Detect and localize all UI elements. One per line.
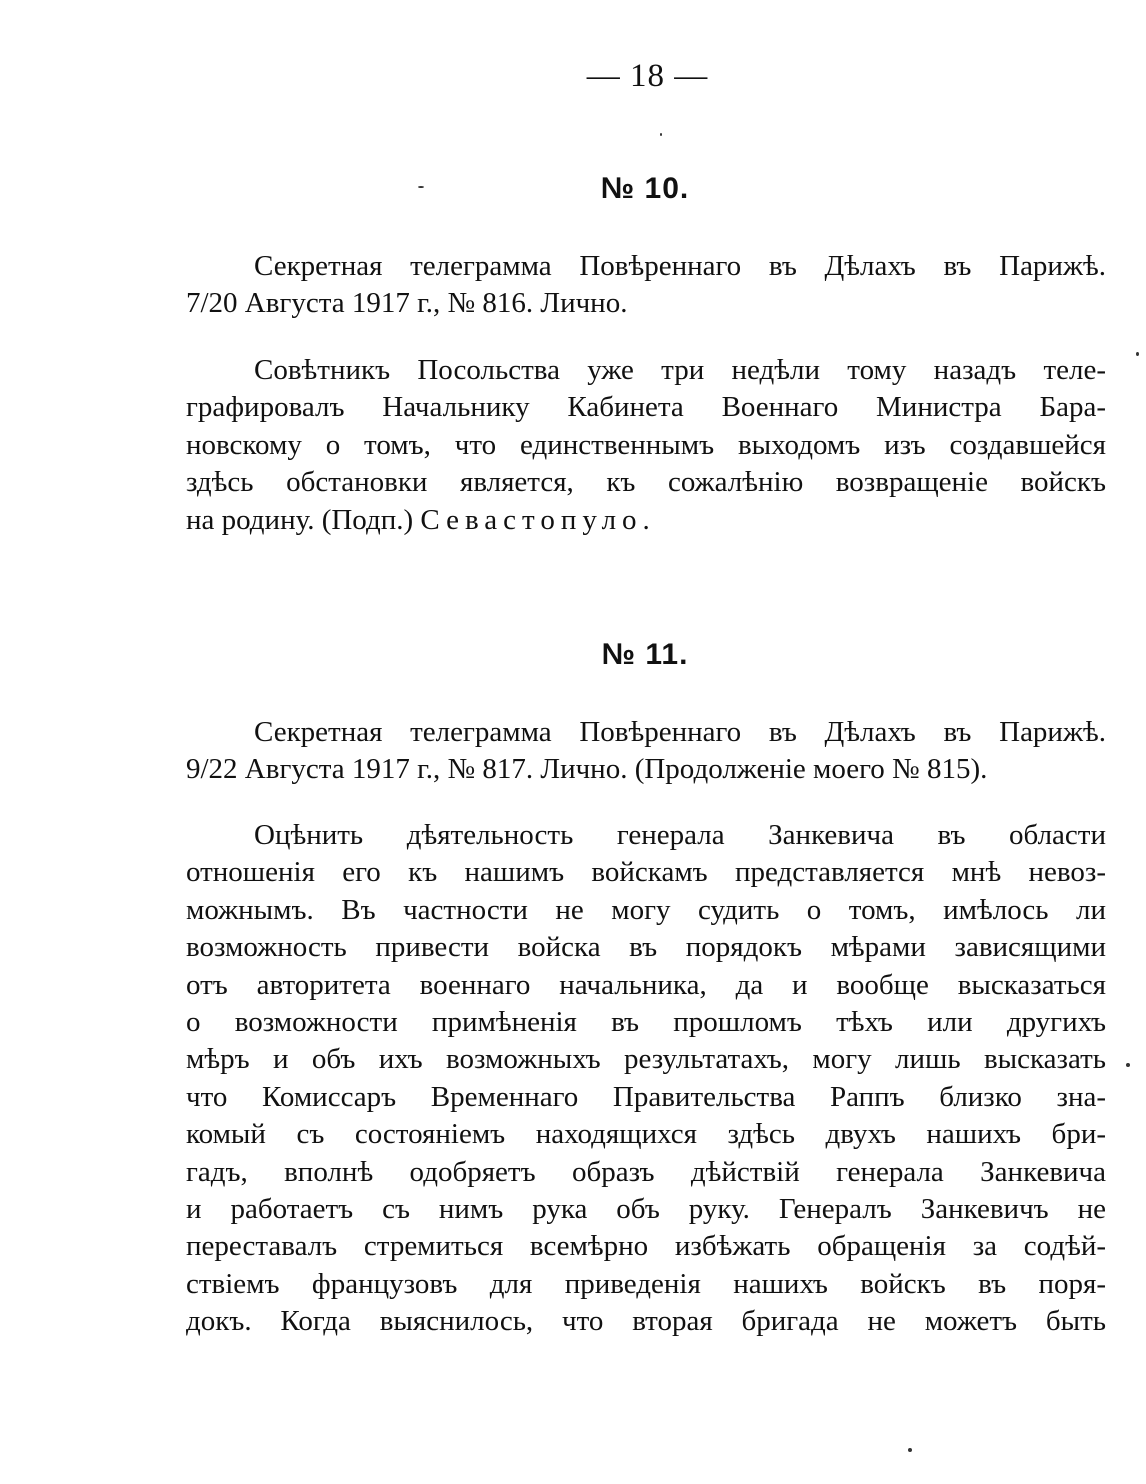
- body-line: и работаетъ съ нимъ рука объ руку. Генералъ Занкевичъ не: [186, 1193, 1106, 1226]
- body-last-text: на родину. (Подп.): [186, 503, 414, 536]
- document-11-header: [186, 714, 1106, 789]
- header-line: 7/20 Августа 1917 г., № 816. Лично.: [186, 287, 628, 320]
- document-10-body: [186, 352, 1106, 539]
- body-last-line: [186, 502, 1106, 539]
- body-line: новскому о томъ, что единственнымъ выходомъ изъ создавшейся: [186, 428, 1106, 461]
- page-number: — 18 —: [586, 58, 709, 94]
- header-line: Секретная телеграмма Повѣреннаго въ Дѣлахъ въ Парижѣ.: [254, 716, 1106, 748]
- scan-speck: [908, 1448, 912, 1452]
- scan-speck: [660, 133, 662, 136]
- signature: Севастопуло.: [420, 503, 656, 536]
- scan-speck: [1136, 352, 1139, 356]
- scan-speck: [418, 186, 424, 188]
- body-line: отношенія его къ нашимъ войскамъ представляется мнѣ невоз-: [186, 856, 1106, 889]
- body-line: комый съ состояніемъ находящихся здѣсь двухъ нашихъ бри-: [186, 1118, 1106, 1151]
- body-line: что Комиссаръ Временнаго Правительства Раппъ близко зна-: [186, 1080, 1106, 1113]
- body-line: гадъ, вполнѣ одобряетъ образъ дѣйствій генерала Занкевича: [186, 1155, 1106, 1188]
- document-11-body: [186, 817, 1106, 1341]
- document-10-header: [186, 248, 1106, 323]
- body-line: графировалъ Начальнику Кабинета Военнаго Министра Бара-: [186, 391, 1106, 424]
- body-line: докъ. Когда выяснилось, что вторая бригада не можетъ быть: [186, 1305, 1106, 1338]
- body-line: ствіемъ французовъ для приведенія нашихъ войскъ въ поря-: [186, 1267, 1106, 1300]
- body-line: Совѣтникъ Посольства уже три недѣли тому назадъ теле-: [254, 354, 1106, 386]
- header-line: 9/22 Августа 1917 г., № 817. Лично. (Продолженіе моего № 815).: [186, 753, 988, 786]
- body-line: можнымъ. Въ частности не могу судить о томъ, имѣлось ли: [186, 893, 1106, 926]
- header-line: Секретная телеграмма Повѣреннаго въ Дѣлахъ въ Парижѣ.: [254, 250, 1106, 282]
- body-line: о возможности примѣненія въ прошломъ тѣхъ или другихъ: [186, 1006, 1106, 1039]
- body-line: возможность привести войска въ порядокъ мѣрами зависящими: [186, 931, 1106, 964]
- body-line: мѣръ и объ ихъ возможныхъ результатахъ, могу лишь высказать: [186, 1043, 1106, 1076]
- body-line: Оцѣнить дѣятельность генерала Занкевича въ области: [254, 819, 1106, 851]
- document-number-11: № 11.: [601, 638, 689, 671]
- body-line: здѣсь обстановки является, къ сожалѣнію возвращеніе войскъ: [186, 466, 1106, 499]
- body-line: отъ авторитета военнаго начальника, да и вообще высказаться: [186, 968, 1106, 1001]
- document-number-10: № 10.: [600, 172, 690, 205]
- scan-speck: [1126, 1063, 1130, 1067]
- body-line: переставалъ стремиться всемѣрно избѣжать обращенія за содѣй-: [186, 1230, 1106, 1263]
